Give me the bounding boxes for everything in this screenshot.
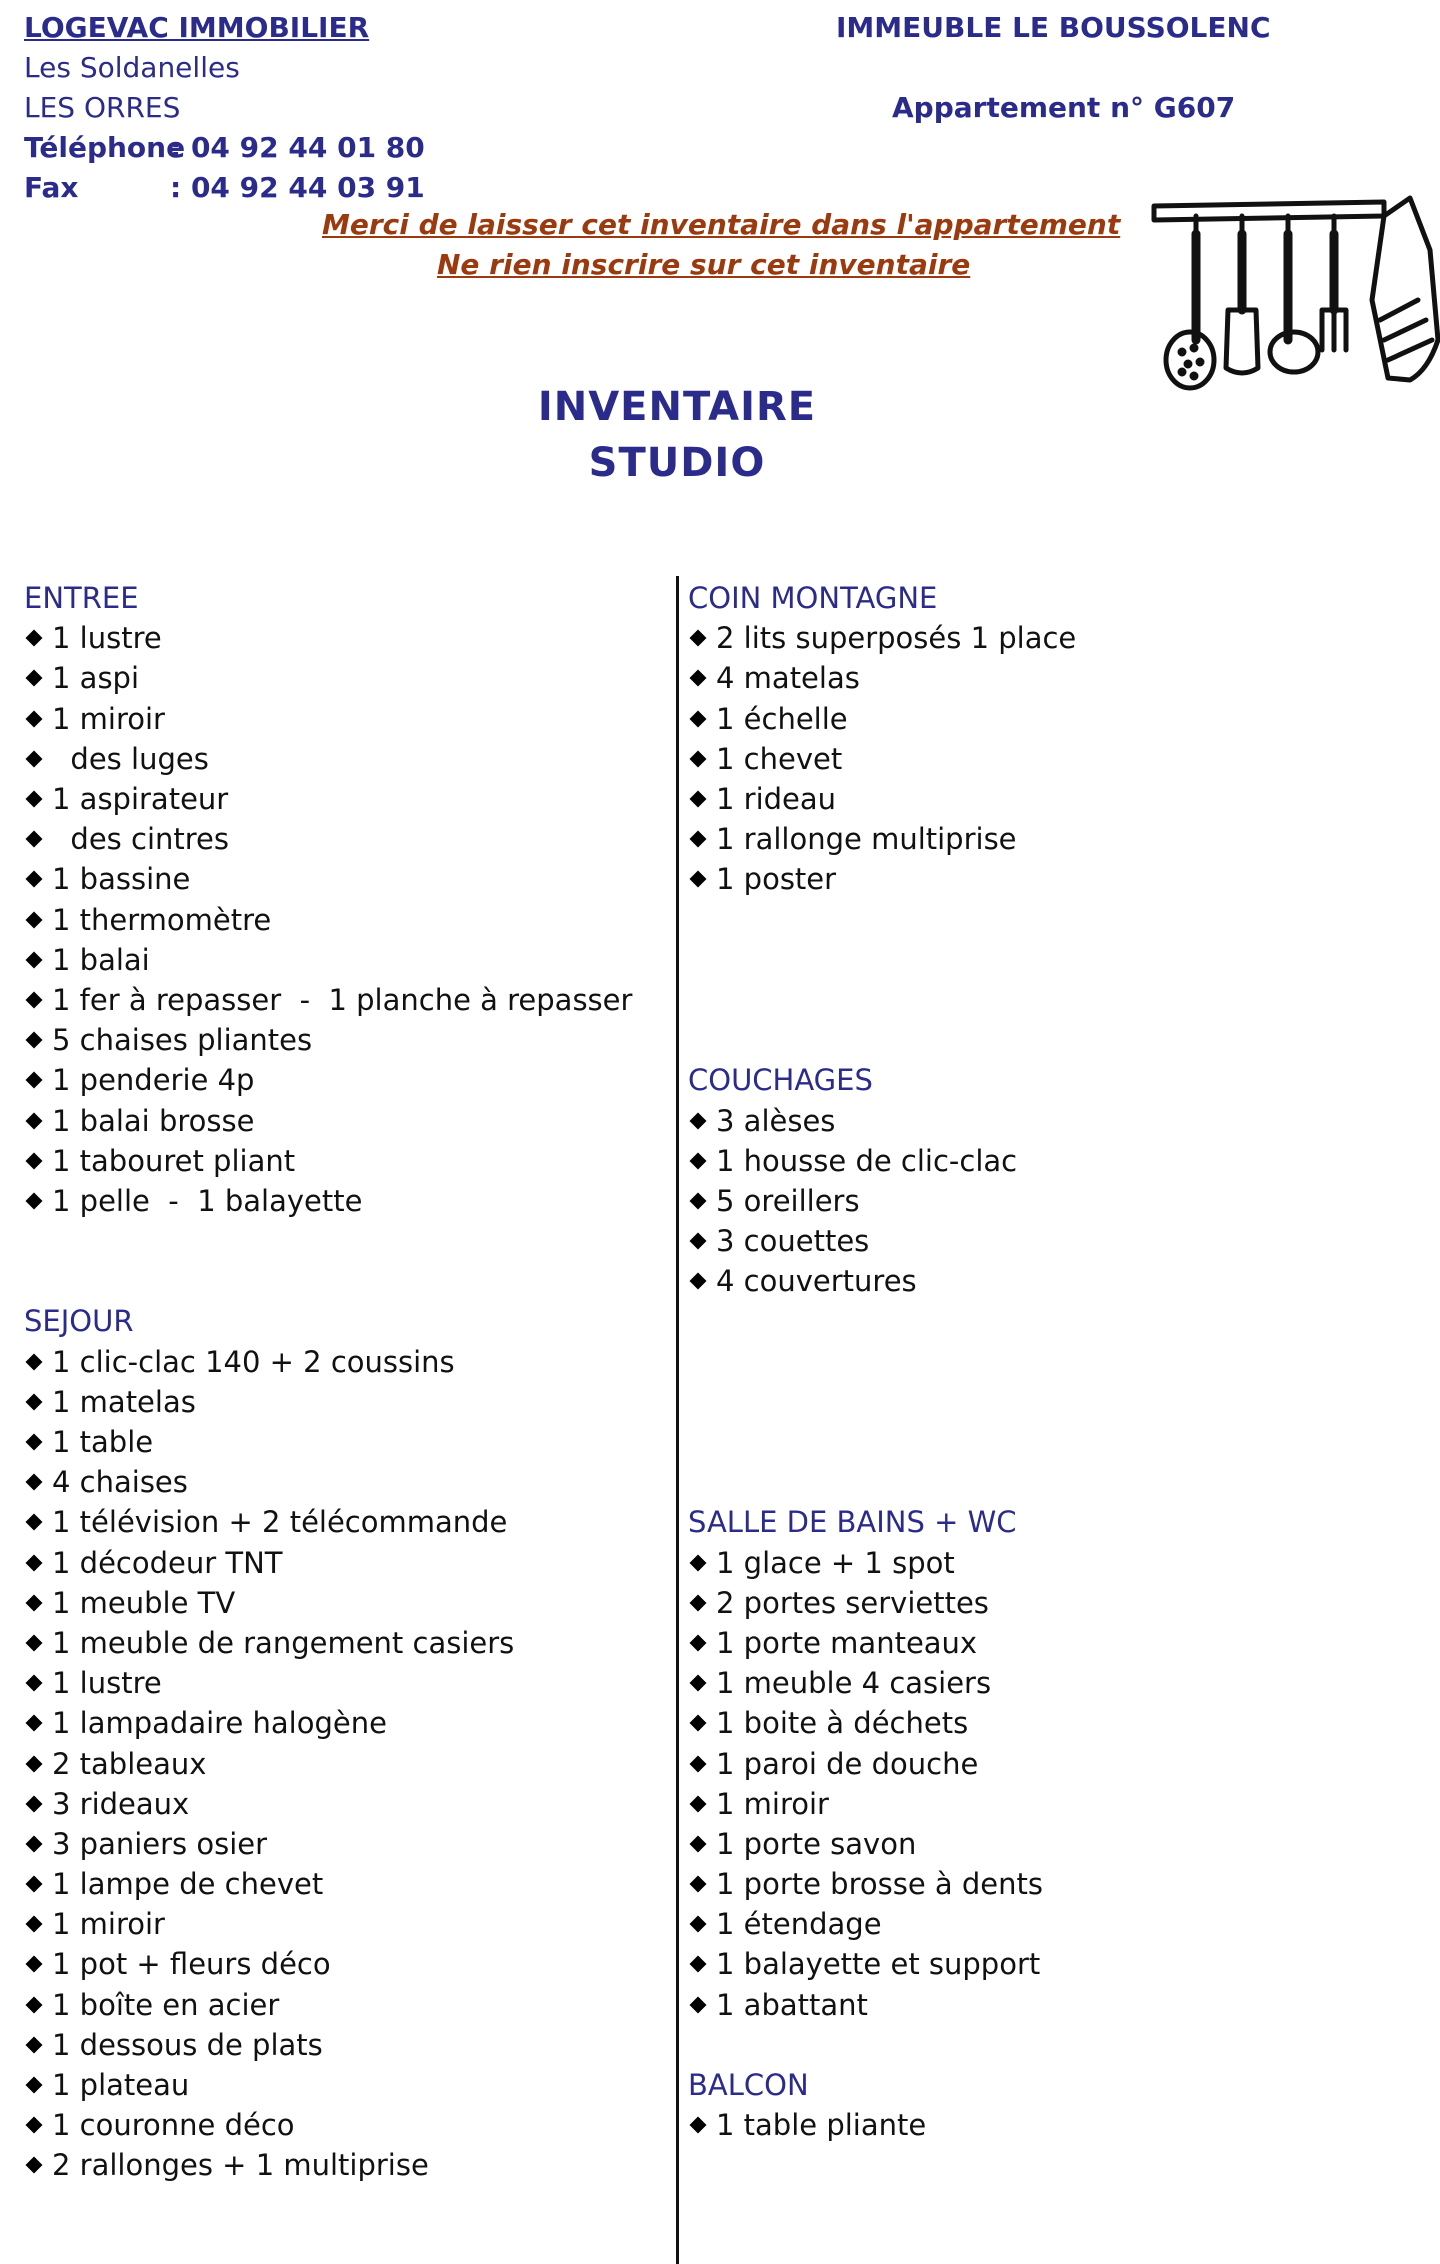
diamond-bullet-icon xyxy=(26,991,43,1008)
section-sejour xyxy=(24,1301,664,2185)
list-item xyxy=(24,1784,664,1824)
list-item xyxy=(24,1864,664,1904)
list-item xyxy=(24,2065,664,2105)
list-item-text: 1 lustre xyxy=(52,621,162,656)
list-item xyxy=(24,699,664,739)
spacer xyxy=(688,2025,1408,2065)
list-item-text: 1 chevet xyxy=(716,741,843,776)
section-title: SALLE DE BAINS + WC xyxy=(688,1505,1017,1540)
diamond-bullet-icon xyxy=(690,1112,707,1129)
diamond-bullet-icon xyxy=(690,1795,707,1812)
diamond-bullet-icon xyxy=(26,1996,43,2013)
list-item-text: 1 table xyxy=(52,1425,154,1460)
diamond-bullet-icon xyxy=(26,2077,43,2094)
section-couchages xyxy=(688,1060,1408,1502)
list-item xyxy=(24,658,664,698)
list-item xyxy=(24,739,664,779)
list-item-text: des luges xyxy=(52,741,209,776)
list-item-text: 1 plateau xyxy=(52,2068,190,2103)
list-item xyxy=(24,980,664,1020)
list-item-text: 1 poster xyxy=(716,862,837,897)
note-do-not-write: Ne rien inscrire sur cet inventaire xyxy=(437,248,971,281)
diamond-bullet-icon xyxy=(26,1393,43,1410)
list-item-text: 3 paniers osier xyxy=(52,1826,268,1861)
list-item-text: 1 pelle - 1 balayette xyxy=(52,1183,363,1218)
diamond-bullet-icon xyxy=(26,1876,43,1893)
list-item xyxy=(24,859,664,899)
spacer xyxy=(688,1382,1408,1422)
diamond-bullet-icon xyxy=(690,1273,707,1290)
left-inventory-column xyxy=(24,578,664,2186)
diamond-bullet-icon xyxy=(690,670,707,687)
list-item-text: 1 boite à déchets xyxy=(716,1706,969,1741)
list-item-text: 5 chaises pliantes xyxy=(52,1023,313,1058)
note-leave-inventory: Merci de laisser cet inventaire dans l'appartement xyxy=(322,208,1121,241)
list-item xyxy=(24,1743,664,1783)
diamond-bullet-icon xyxy=(26,670,43,687)
fax-number: : 04 92 44 03 91 xyxy=(170,171,425,204)
page-subtitle: STUDIO xyxy=(588,440,766,486)
list-item xyxy=(24,1181,664,1221)
spacer xyxy=(688,1422,1408,1462)
diamond-bullet-icon xyxy=(26,1916,43,1933)
diamond-bullet-icon xyxy=(690,750,707,767)
list-item xyxy=(688,1944,1408,1984)
diamond-bullet-icon xyxy=(26,1474,43,1491)
diamond-bullet-icon xyxy=(26,1554,43,1571)
list-item xyxy=(24,1543,664,1583)
list-item xyxy=(688,859,1408,899)
list-item-text: 5 oreillers xyxy=(716,1183,860,1218)
list-item xyxy=(688,1663,1408,1703)
diamond-bullet-icon xyxy=(26,1353,43,1370)
list-item xyxy=(688,1743,1408,1783)
list-item xyxy=(24,1663,664,1703)
list-item-text: 1 couronne déco xyxy=(52,2108,295,2143)
list-item-text: 1 balayette et support xyxy=(716,1947,1041,1982)
diamond-bullet-icon xyxy=(690,2117,707,2134)
list-item xyxy=(24,1703,664,1743)
spacer xyxy=(688,1342,1408,1382)
section-salle-de-bains-wc xyxy=(688,1502,1408,2065)
list-item xyxy=(24,2145,664,2185)
diamond-bullet-icon xyxy=(26,1192,43,1209)
diamond-bullet-icon xyxy=(26,2157,43,2174)
section-coin-montagne xyxy=(688,578,1408,1060)
list-item xyxy=(24,1583,664,1623)
list-item-text: 1 aspirateur xyxy=(52,782,229,817)
phone-label: Téléphone xyxy=(24,131,186,164)
list-item xyxy=(24,1342,664,1382)
list-item xyxy=(24,1382,664,1422)
list-item xyxy=(24,1824,664,1864)
diamond-bullet-icon xyxy=(690,871,707,888)
list-item-text: 1 matelas xyxy=(52,1384,196,1419)
list-item xyxy=(688,1261,1408,1301)
spacer xyxy=(688,1301,1408,1341)
list-item-text: 1 miroir xyxy=(716,1786,829,1821)
list-item-text: 1 clic-clac 140 + 2 coussins xyxy=(52,1344,455,1379)
diamond-bullet-icon xyxy=(26,1634,43,1651)
list-item xyxy=(688,1864,1408,1904)
list-item xyxy=(24,2025,664,2065)
list-item-text: 2 tableaux xyxy=(52,1746,207,1781)
list-item-text: 1 fer à repasser - 1 planche à repasser xyxy=(52,982,633,1017)
agency-address-2: LES ORRES xyxy=(24,91,181,124)
list-item-text: 1 lampe de chevet xyxy=(52,1867,324,1902)
list-item xyxy=(688,1824,1408,1864)
list-item-text: 1 meuble 4 casiers xyxy=(716,1666,992,1701)
list-item xyxy=(24,1141,664,1181)
diamond-bullet-icon xyxy=(26,1514,43,1531)
list-item-text: 1 télévision + 2 télécommande xyxy=(52,1505,508,1540)
diamond-bullet-icon xyxy=(26,630,43,647)
diamond-bullet-icon xyxy=(690,791,707,808)
list-item-text: 1 meuble TV xyxy=(52,1585,236,1620)
diamond-bullet-icon xyxy=(690,1594,707,1611)
list-item xyxy=(688,739,1408,779)
diamond-bullet-icon xyxy=(26,1835,43,1852)
list-item xyxy=(688,1784,1408,1824)
fax-label: Fax xyxy=(24,171,79,204)
list-item-text: 1 meuble de rangement casiers xyxy=(52,1625,515,1660)
list-item xyxy=(688,1100,1408,1140)
list-item-text: 2 portes serviettes xyxy=(716,1585,989,1620)
list-item-text: 2 lits superposés 1 place xyxy=(716,621,1077,656)
list-item-text: 3 alèses xyxy=(716,1103,836,1138)
list-item xyxy=(688,699,1408,739)
section-balcon xyxy=(688,2065,1408,2145)
diamond-bullet-icon xyxy=(26,831,43,848)
phone-number: : 04 92 44 01 80 xyxy=(170,131,425,164)
section-title: BALCON xyxy=(688,2067,809,2102)
diamond-bullet-icon xyxy=(690,1554,707,1571)
diamond-bullet-icon xyxy=(690,1233,707,1250)
diamond-bullet-icon xyxy=(26,911,43,928)
diamond-bullet-icon xyxy=(26,1072,43,1089)
list-item xyxy=(24,900,664,940)
list-item xyxy=(24,1100,664,1140)
diamond-bullet-icon xyxy=(26,871,43,888)
list-item xyxy=(688,1141,1408,1181)
diamond-bullet-icon xyxy=(690,710,707,727)
spacer xyxy=(688,1462,1408,1502)
list-item-text: 1 tabouret pliant xyxy=(52,1143,296,1178)
list-item-text: 1 décodeur TNT xyxy=(52,1545,283,1580)
diamond-bullet-icon xyxy=(26,1594,43,1611)
list-item-text: 1 pot + fleurs déco xyxy=(52,1947,331,1982)
list-item-text: 1 abattant xyxy=(716,1987,868,2022)
section-entree xyxy=(24,578,664,1301)
list-item-text: 1 balai brosse xyxy=(52,1103,255,1138)
diamond-bullet-icon xyxy=(690,1755,707,1772)
list-item-text: des cintres xyxy=(52,822,230,857)
diamond-bullet-icon xyxy=(690,1876,707,1893)
list-item xyxy=(688,819,1408,859)
list-item-text: 4 chaises xyxy=(52,1465,188,1500)
list-item xyxy=(688,1181,1408,1221)
diamond-bullet-icon xyxy=(690,630,707,647)
apartment-number: Appartement n° G607 xyxy=(892,91,1236,124)
building-name: IMMEUBLE LE BOUSSOLENC xyxy=(836,11,1271,44)
list-item xyxy=(688,658,1408,698)
list-item-text: 1 paroi de douche xyxy=(716,1746,979,1781)
section-title: COIN MONTAGNE xyxy=(688,581,938,615)
list-item xyxy=(688,1904,1408,1944)
diamond-bullet-icon xyxy=(690,1152,707,1169)
list-item xyxy=(688,1985,1408,2025)
list-item-text: 1 miroir xyxy=(52,1907,165,1942)
agency-name: LOGEVAC IMMOBILIER xyxy=(24,11,370,44)
diamond-bullet-icon xyxy=(26,2117,43,2134)
spacer xyxy=(24,1261,664,1301)
list-item xyxy=(688,1703,1408,1743)
diamond-bullet-icon xyxy=(690,1996,707,2013)
list-item-text: 1 lampadaire halogène xyxy=(52,1706,387,1741)
list-item xyxy=(24,618,664,658)
diamond-bullet-icon xyxy=(690,1835,707,1852)
diamond-bullet-icon xyxy=(26,791,43,808)
column-divider xyxy=(676,576,679,2264)
diamond-bullet-icon xyxy=(690,1675,707,1692)
list-item xyxy=(24,1985,664,2025)
list-item-text: 1 table pliante xyxy=(716,2108,927,2143)
list-item-text: 1 étendage xyxy=(716,1907,882,1942)
spacer xyxy=(688,940,1408,980)
list-item-text: 1 rallonge multiprise xyxy=(716,822,1017,857)
diamond-bullet-icon xyxy=(690,831,707,848)
list-item xyxy=(24,2105,664,2145)
list-item-text: 1 balai xyxy=(52,942,150,977)
list-item xyxy=(688,1221,1408,1261)
diamond-bullet-icon xyxy=(26,951,43,968)
list-item-text: 1 porte manteaux xyxy=(716,1625,978,1660)
list-item-text: 1 échelle xyxy=(716,701,848,736)
diamond-bullet-icon xyxy=(26,1434,43,1451)
right-inventory-column xyxy=(688,578,1408,2145)
list-item xyxy=(24,1462,664,1502)
list-item xyxy=(24,1944,664,1984)
diamond-bullet-icon xyxy=(26,1715,43,1732)
list-item-text: 3 rideaux xyxy=(52,1786,190,1821)
list-item xyxy=(24,1623,664,1663)
list-item-text: 1 dessous de plats xyxy=(52,2027,323,2062)
list-item xyxy=(24,1020,664,1060)
diamond-bullet-icon xyxy=(26,1795,43,1812)
list-item-text: 1 bassine xyxy=(52,862,191,897)
list-item xyxy=(24,940,664,980)
list-item xyxy=(24,819,664,859)
diamond-bullet-icon xyxy=(26,1032,43,1049)
list-item-text: 1 miroir xyxy=(52,701,165,736)
list-item-text: 1 boîte en acier xyxy=(52,1987,280,2022)
diamond-bullet-icon xyxy=(26,1152,43,1169)
spacer xyxy=(688,980,1408,1020)
list-item-text: 2 rallonges + 1 multiprise xyxy=(52,2148,429,2183)
list-item xyxy=(24,1502,664,1542)
kitchen-utensils-rack-icon xyxy=(1148,190,1440,400)
list-item-text: 1 aspi xyxy=(52,661,140,696)
list-item-text: 4 couvertures xyxy=(716,1264,917,1299)
list-item-text: 4 matelas xyxy=(716,661,860,696)
diamond-bullet-icon xyxy=(690,1715,707,1732)
list-item-text: 1 lustre xyxy=(52,1666,162,1701)
list-item xyxy=(24,1422,664,1462)
diamond-bullet-icon xyxy=(26,750,43,767)
diamond-bullet-icon xyxy=(26,710,43,727)
diamond-bullet-icon xyxy=(26,1755,43,1772)
spacer xyxy=(688,900,1408,940)
list-item xyxy=(688,1543,1408,1583)
list-item-text: 1 porte brosse à dents xyxy=(716,1867,1043,1902)
list-item-text: 1 glace + 1 spot xyxy=(716,1545,955,1580)
section-title: SEJOUR xyxy=(24,1304,134,1339)
list-item xyxy=(688,1583,1408,1623)
list-item-text: 1 thermomètre xyxy=(52,902,272,937)
section-title: COUCHAGES xyxy=(688,1063,873,1098)
diamond-bullet-icon xyxy=(690,1634,707,1651)
diamond-bullet-icon xyxy=(690,1956,707,1973)
list-item xyxy=(24,1060,664,1100)
diamond-bullet-icon xyxy=(26,2036,43,2053)
diamond-bullet-icon xyxy=(690,1192,707,1209)
diamond-bullet-icon xyxy=(26,1956,43,1973)
list-item-text: 1 housse de clic-clac xyxy=(716,1143,1018,1178)
list-item-text: 1 porte savon xyxy=(716,1826,917,1861)
spacer xyxy=(24,1221,664,1261)
list-item-text: 1 rideau xyxy=(716,782,837,817)
diamond-bullet-icon xyxy=(690,1916,707,1933)
spacer xyxy=(688,1020,1408,1060)
diamond-bullet-icon xyxy=(26,1112,43,1129)
diamond-bullet-icon xyxy=(26,1675,43,1692)
list-item xyxy=(688,1623,1408,1663)
list-item xyxy=(688,618,1408,658)
agency-address-1: Les Soldanelles xyxy=(24,51,240,84)
list-item xyxy=(24,1904,664,1944)
list-item-text: 3 couettes xyxy=(716,1224,870,1259)
page-title: INVENTAIRE xyxy=(537,384,817,430)
list-item xyxy=(688,2105,1408,2145)
list-item-text: 1 penderie 4p xyxy=(52,1063,255,1098)
list-item xyxy=(24,779,664,819)
section-title: ENTREE xyxy=(24,581,139,615)
list-item xyxy=(688,779,1408,819)
